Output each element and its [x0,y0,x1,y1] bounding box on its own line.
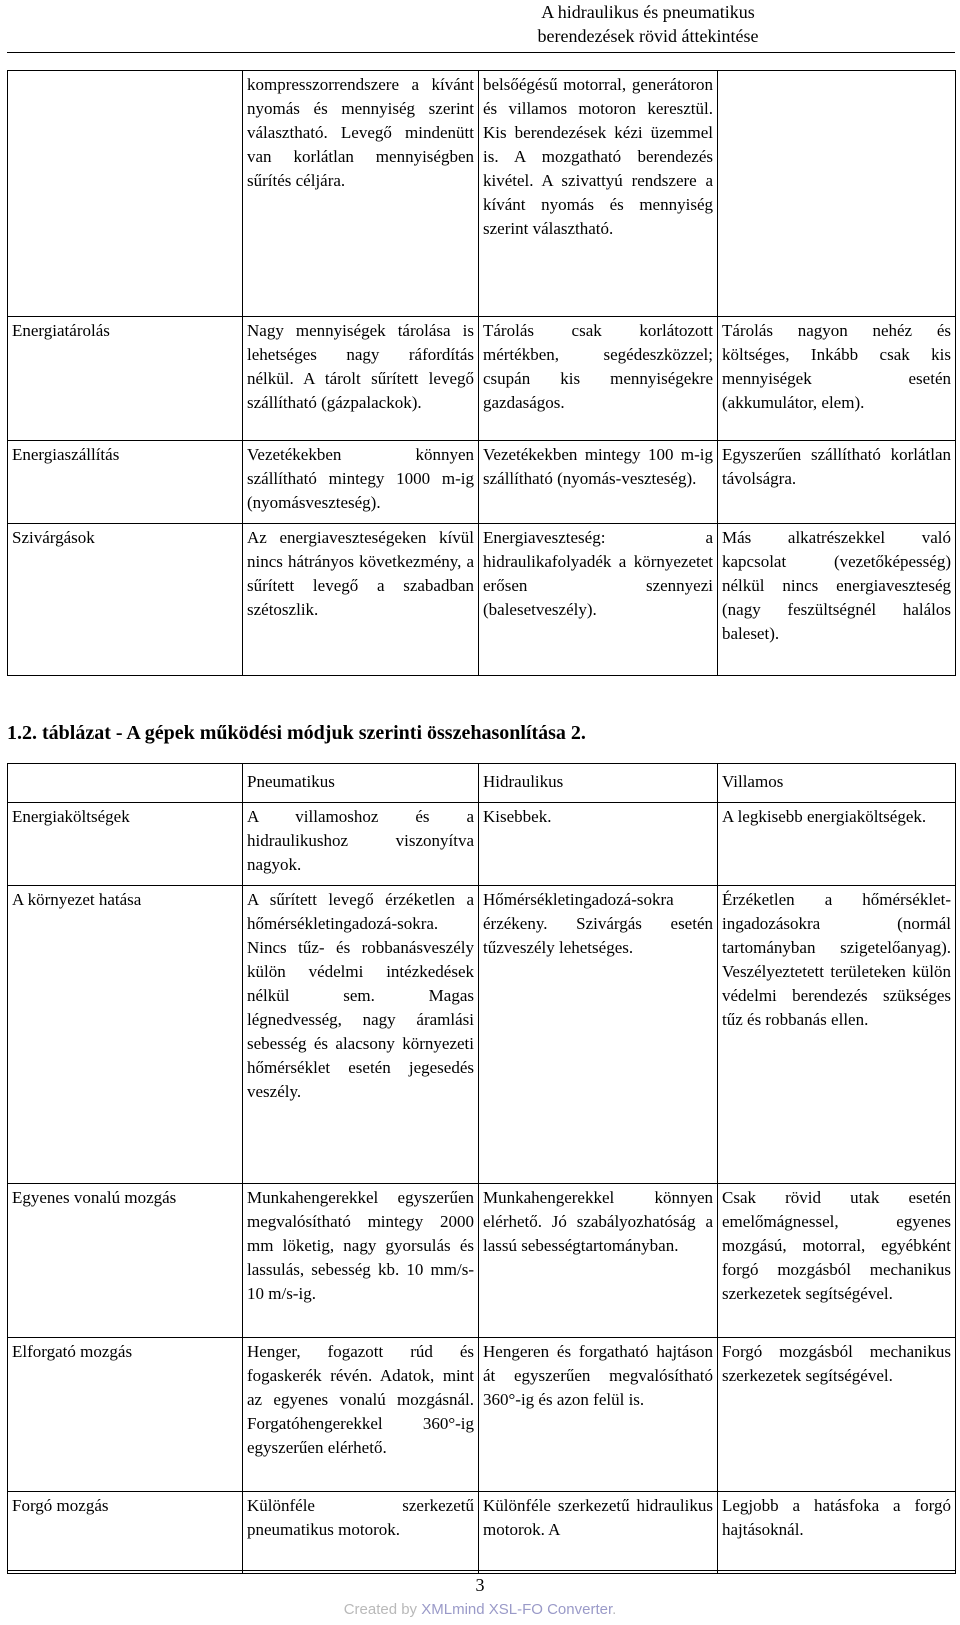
table-cell: Más alkatrészekkel való kapcsolat (vezetőképesség) nélkül nincs energiaveszteség (nagy feszültségnél halálos baleset). [718,524,956,676]
header-rule [7,52,955,53]
table-cell: Csak rövid utak esetén emelőmágnessel, egyenes mozgású, motorral, egyébként forgó mozgásból mechanikus szerkezetek segítségével. [718,1184,956,1338]
header-cell-hidraulikus: Hidraulikus [479,764,718,803]
row-label: Energiaszállítás [8,441,243,524]
table-cell [718,71,956,317]
header-cell-empty [8,764,243,803]
table-cell: A sűrített levegő érzéketlen a hőmérsékletingadozá-sokra. Nincs tűz- és robbanásveszély külön védelmi intézkedések nélkül sem. Magas légnedvesség, nagy áramlási sebesség és alacsony környezeti hőmérséklet esetén jegesedés veszély. [243,886,479,1184]
table-cell: Nagy mennyiségek tárolása is lehetséges nagy ráfordítás nélkül. A tárolt sűrített levegő szállítható (gázpalackok). [243,317,479,441]
comparison-table-1 [7,70,956,676]
table-cell: Az energiaveszteségeken kívül nincs hátrányos következmény, a sűrített levegő a szabadban szétoszlik. [243,524,479,676]
table-cell: Tárolás csak korlátozott mértékben, segédeszközzel; csupán kis mennyiségekre gazdaságos. [479,317,718,441]
table-row [8,803,956,886]
table-cell: Érzéketlen a hőmérséklet-ingadozásokra (normál tartományban szigetelőanyag). Veszélyeztetett területeken külön védelmi berendezés szükséges tűz és robbanás ellen. [718,886,956,1184]
header-cell-pneumatikus: Pneumatikus [243,764,479,803]
table-header-row [8,764,956,803]
table-row [8,441,956,524]
table-row [8,524,956,676]
table-cell: Munkahengerekkel könnyen elérhető. Jó szabályozhatóság a lassú sebességtartományban. [479,1184,718,1338]
header-title-line1: A hidraulikus és pneumatikus [541,2,755,22]
table-cell: Egyszerűen szállítható korlátlan távolságra. [718,441,956,524]
table-cell: A legkisebb energiaköltségek. [718,803,956,886]
table-cell: kompresszorrendszere a kívánt nyomás és mennyiség szerint választható. Levegő mindenütt van korlátlan mennyiségben sűrítés céljára. [243,71,479,317]
row-label: Egyenes vonalú mozgás [8,1184,243,1338]
table-row [8,1492,956,1574]
comparison-table-2 [7,763,956,1574]
row-label: Szivárgások [8,524,243,676]
table-cell: Forgó mozgásból mechanikus szerkezetek segítségével. [718,1338,956,1492]
table-cell: belsőégésű motorral, generátoron és villamos motoron keresztül. Kis berendezések kézi üzemmel is. A mozgatható berendezés kivétel. A szivattyú rendszere a kívánt nyomás és mennyiség szerint választható. [479,71,718,317]
footer-rule [7,1570,955,1571]
table-cell: Vezetékekben mintegy 100 m-ig szállítható (nyomás-veszteség). [479,441,718,524]
row-label: Elforgató mozgás [8,1338,243,1492]
table-cell: Hőmérsékletingadozá-sokra érzékeny. Szivárgás esetén tűzveszély lehetséges. [479,886,718,1184]
table-row [8,886,956,1184]
table-cell: Különféle szerkezetű pneumatikus motorok. [243,1492,479,1574]
footer-credit [0,1601,960,1618]
table-cell: Hengeren és forgatható hajtáson át egyszerűen megvalósítható 360°-ig és azon felül is. [479,1338,718,1492]
row-label: Energiaköltségek [8,803,243,886]
page-header [338,0,958,48]
table-cell: Munkahengerekkel egyszerűen megvalósítható mintegy 2000 mm löketig, nagy gyorsulás és lassulás, sebesség kb. 10 mm/s- 10 m/s-ig. [243,1184,479,1338]
row-label: A környezet hatása [8,886,243,1184]
table-cell: Energiaveszteség: a hidraulikafolyadék a környezetet erősen szennyezi (balesetveszély). [479,524,718,676]
header-title-line2: berendezések rövid áttekintése [537,26,759,46]
row-label: Forgó mozgás [8,1492,243,1574]
table-cell: Vezetékekben könnyen szállítható mintegy 1000 m-ig (nyomásveszteség). [243,441,479,524]
table-cell: Henger, fogazott rúd és fogaskerék révén. Adatok, mint az egyenes vonalú mozgásnál. Forgatóhengerekkel 360°-ig egyszerűen elérhető. [243,1338,479,1492]
table-cell [8,71,243,317]
footer-brand-link[interactable]: XMLmind XSL-FO Converter [421,1601,613,1618]
table-cell: Tárolás nagyon nehéz és költséges, Inkább csak kis mennyiségek esetén (akkumulátor, elem). [718,317,956,441]
footer-suffix: . [612,1601,617,1618]
table-caption: 1.2. táblázat - A gépek működési módjuk szerinti összehasonlítása 2. [7,722,586,744]
table-cell: Kisebbek. [479,803,718,886]
table-row [8,1338,956,1492]
table-cell: A villamoshoz és a hidraulikushoz viszonyítva nagyok. [243,803,479,886]
footer-prefix: Created by [343,1601,422,1618]
row-label: Energiatárolás [8,317,243,441]
table-cell: Különféle szerkezetű hidraulikus motorok. A [479,1492,718,1574]
page-number: 3 [475,1575,485,1595]
table-cell: Legjobb a hatásfoka a forgó hajtásoknál. [718,1492,956,1574]
table-row [8,1184,956,1338]
header-cell-villamos: Villamos [718,764,956,803]
table-row [8,317,956,441]
table-row [8,71,956,317]
